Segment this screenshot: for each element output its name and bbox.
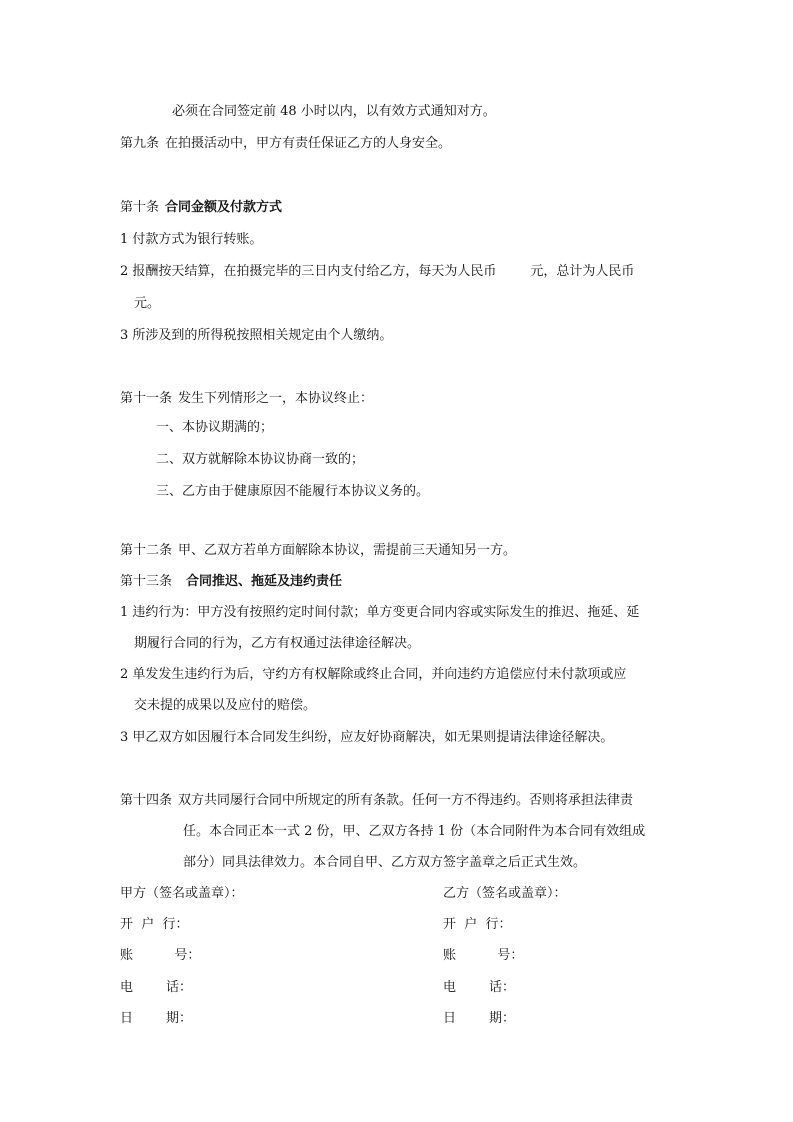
article-9-label: 第九条	[120, 136, 160, 151]
article-11-label: 第十一条	[120, 391, 173, 406]
party-a-phone-label: 电 话：	[120, 980, 193, 995]
article-12-text: 甲、乙双方若单方面解除本协议，需提前三天通知另一方。	[178, 543, 517, 558]
article-14-line-2: 任。本合同正本一式 2 份，甲、乙双方各持 1 份（本合同附件为本合同有效组成	[183, 824, 646, 839]
article-10-item-1: 1 付款方式为银行转账。	[120, 232, 263, 247]
article-12-label: 第十二条	[120, 543, 173, 558]
article-10-item-2-end: 元。	[134, 296, 161, 311]
article-13-item-3: 3 甲乙双方如因履行本合同发生纠纷，应友好协商解决，如无果则提请法律途径解决。	[120, 730, 614, 745]
party-b-date-label: 日 期：	[443, 1011, 516, 1026]
article-11-item-2: 二、双方就解除本协议协商一致的；	[156, 452, 365, 467]
article-13-item-2-line-1: 2 单发发生违约行为后，守约方有权解除或终止合同，并向违约方追偿应付未付款项或应	[120, 667, 627, 682]
party-a-bank-label: 开 户 行：	[120, 917, 189, 932]
article-11-text: 发生下列情形之一，本协议终止：	[178, 391, 374, 406]
party-a-date-label: 日 期：	[120, 1011, 193, 1026]
article-14-line-1: 双方共同屡行合同中所规定的所有条款。任何一方不得违约。否则将承担法律责	[178, 793, 634, 808]
article-9-text: 在拍摄活动中，甲方有责任保证乙方的人身安全。	[165, 136, 452, 151]
party-b-bank-label: 开 户 行：	[443, 917, 512, 932]
article-10-label: 第十条	[120, 200, 160, 215]
article-13-item-2-line-2: 交未提的成果以及应付的赔偿。	[134, 698, 317, 713]
party-a-account-label: 账 号：	[120, 948, 201, 963]
article-13-item-1-line-2: 期履行合同的行为，乙方有权通过法律途径解决。	[134, 636, 421, 651]
article-10-item-2-part-b: 元，总计为人民币	[530, 264, 635, 279]
article-13-heading	[120, 572, 342, 592]
article-11	[120, 389, 373, 409]
article-10-heading	[120, 198, 282, 218]
article-12	[120, 541, 516, 561]
article-14	[120, 791, 633, 811]
article-14-label: 第十四条	[120, 793, 173, 808]
article-13-label: 第十三条	[120, 574, 173, 589]
article-13-item-1-line-1: 1 违约行为：甲方没有按照约定时间付款；单方变更合同内容或实际发生的推迟、拖延、延	[120, 605, 640, 620]
article-11-item-3: 三、乙方由于健康原因不能履行本协议义务的。	[156, 484, 430, 499]
party-b-signature-label: 乙方（签名或盖章）：	[443, 886, 567, 901]
article-10-title: 合同金额及付款方式	[165, 200, 283, 215]
article-11-item-1: 一、本协议期满的；	[156, 420, 274, 435]
clause-8-continuation: 必须在合同签定前 48 小时以内，以有效方式通知对方。	[172, 104, 496, 119]
article-10-item-2	[120, 262, 634, 282]
article-13-title: 合同推迟、拖延及违约责任	[186, 574, 343, 589]
party-b-account-label: 账 号：	[443, 948, 524, 963]
article-10-item-3: 3 所涉及到的所得税按照相关规定由个人缴纳。	[120, 328, 393, 343]
party-a-signature-label: 甲方（签名或盖章）：	[120, 886, 244, 901]
article-10-item-2-part-a: 2 报酬按天结算，在拍摄完毕的三日内支付给乙方，每天为人民币	[120, 264, 497, 279]
article-14-line-3: 部分）同具法律效力。本合同自甲、乙方双方签字盖章之后正式生效。	[183, 855, 587, 870]
article-9	[120, 134, 451, 154]
party-b-phone-label: 电 话：	[443, 980, 516, 995]
